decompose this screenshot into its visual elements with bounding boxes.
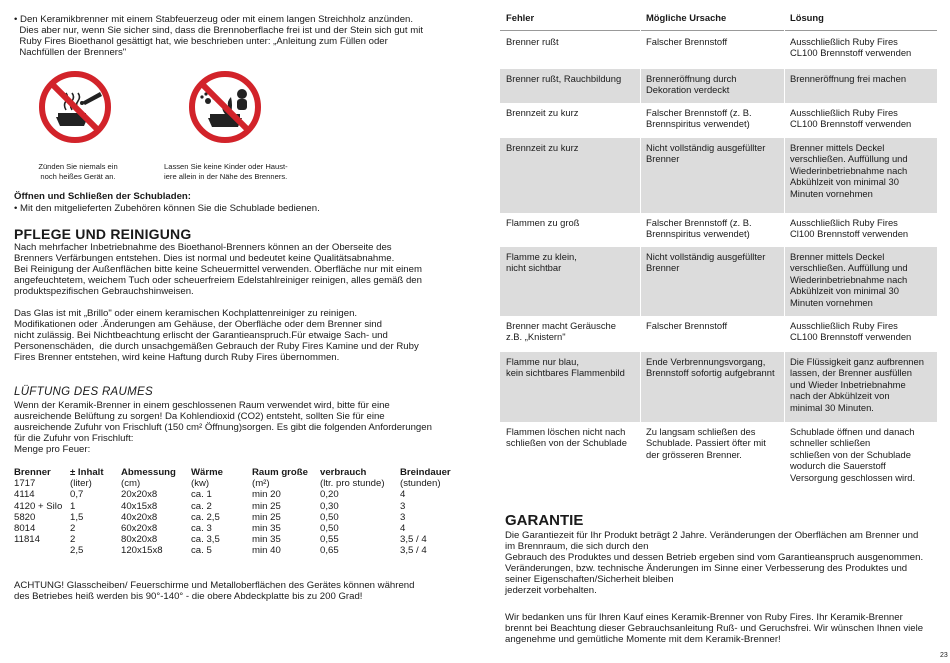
cell-fehler: Flammen zu groß: [506, 217, 580, 228]
spec-cell: ca. 5: [191, 545, 212, 557]
care-line: Brenners Verfärbungen entstehen. Dies ist normal und bedeutet keine Qualitätsabnahme.: [14, 253, 395, 264]
header-fehler: Fehler: [506, 12, 535, 23]
spec-cell: 3,5 / 4: [400, 534, 427, 546]
spec-cell: min 25: [252, 500, 281, 512]
drawer-text: • Mit den mitgelieferten Zubehören können Sie die Schublade bedienen.: [14, 203, 320, 214]
spec-cell: ca. 1: [191, 489, 212, 501]
spec-header: verbrauch: [320, 467, 367, 478]
attention-line: des Betriebes heiß werden bis 90°-140° - die obere Abdeckplatte bis zu 200 Grad!: [14, 591, 363, 602]
cell-fehler: Brenner rußt: [506, 36, 559, 47]
cell-loesung: Schublade öffnen und danach schneller schließen schließen von der Schublade wodurch die Sauerstoff Versorgung geschlossen wird.: [790, 426, 916, 483]
thanks-line: angenehme und gemütliche Momente mit dem Keramik-Brenner!: [505, 634, 781, 645]
spec-unit: (ltr. pro stunde): [320, 478, 385, 490]
spec-cell: 120x15x8: [121, 545, 163, 557]
spec-cell: 2,5: [70, 545, 84, 557]
thanks-line: Wir bedanken uns für Ihren Kauf eines Keramik-Brenner von Ruby Fires. Ihr Keramik-Brenner: [505, 612, 903, 623]
spec-cell: 3: [400, 500, 406, 512]
cell-fehler: Brenner macht Geräusche z.B. „Knistern": [506, 320, 616, 343]
glass-line: nicht zulässig. Bei Nichtbeachtung erlischt der Garantieanspruch.Für etwaige Sach- und: [14, 330, 388, 341]
table-row: [500, 422, 937, 498]
ventilation-heading: LÜFTUNG DES RAUMES: [14, 386, 153, 398]
vent-line: ausreichende Zufuhr von Frischluft (150 cm² Öffnung)sorgen. Es gibt die folgenden Anforderungen: [14, 422, 432, 433]
spec-cell: 4120 + Silo: [14, 500, 63, 512]
spec-cell: ca. 3,5: [191, 534, 220, 546]
cell-ursache: Zu langsam schließen des Schublade. Passiert öfter mit der grösseren Brenner.: [646, 426, 766, 460]
spec-unit: (cm): [121, 478, 141, 490]
spec-unit: (liter): [70, 478, 92, 490]
intro-line: Ruby Fires Bioethanol gesättigt hat, wie beschrieben unter: „Anleitung zum Füllen oder: [14, 36, 388, 47]
glass-line: Das Glas ist mit „Brillo" oder einem keramischen Kochplattenreiniger zu reinigen.: [14, 308, 358, 319]
header-ursache: Mögliche Ursache: [646, 12, 727, 23]
warranty-line: Veränderungen, bzw. technische Änderungen im Sinne einer Verbesserung des Produktes und: [505, 563, 908, 574]
cell-fehler: Flamme nur blau, kein sichtbares Flammenbild: [506, 356, 625, 379]
vent-line: für die Zufuhr von Frischluft:: [14, 433, 134, 444]
cell-ursache: Falscher Brennstoff (z. B. Brennspiritus verwendet): [646, 217, 752, 240]
care-line: Nach mehrfacher Inbetriebnahme des Bioethanol-Brenners können an der Oberseite des: [14, 242, 392, 253]
spec-unit: (stunden): [400, 478, 441, 490]
spec-header: Wärme: [191, 467, 223, 478]
spec-cell: min 35: [252, 523, 281, 535]
warranty-line: seiner Eigenschaften/Sicherheit bleiben: [505, 574, 674, 585]
spec-unit: (kw): [191, 478, 210, 490]
warranty-line: im Brennraum, die sich durch den: [505, 541, 649, 552]
intro-line: • Den Keramikbrenner mit einem Stabfeuerzeug oder mit einem langen Streichholz anzünden.: [14, 14, 414, 25]
column-divider: [640, 8, 641, 498]
warranty-line: Die Garantiezeit für Ihr Produkt beträgt 2 Jahre. Veränderungen der Oberflächen am Brenner und: [505, 530, 919, 541]
spec-cell: 4: [400, 523, 406, 535]
cell-ursache: Ende Verbrennungsvorgang, Brennstoff sofortig aufgebrannt: [646, 356, 775, 379]
cell-fehler: Flammen löschen nicht nach schließen von der Schublade: [506, 426, 627, 449]
table-row: [500, 69, 937, 103]
table-row: [500, 316, 937, 352]
header-loesung: Lösung: [790, 12, 824, 23]
care-line: produktspezifischen Gebrauchshinweisen.: [14, 286, 194, 297]
spec-cell: 1: [70, 500, 76, 512]
spec-cell: 0,7: [70, 489, 84, 501]
spec-cell: 0,50: [320, 511, 339, 523]
spec-cell: 0,65: [320, 545, 339, 557]
no-children-pets-icon: [188, 70, 262, 144]
spec-cell: 60x20x8: [121, 523, 158, 535]
care-line: angefeuchtetem, weichem Tuch oder scheuerfreiem Edelstahlreiniger reinigen, alles gemäß den: [14, 275, 422, 286]
spec-cell: ca. 3: [191, 523, 212, 535]
spec-cell: 4: [400, 489, 406, 501]
cell-ursache: Falscher Brennstoff (z. B. Brennspiritus verwendet): [646, 107, 752, 130]
drawer-heading: Öffnen und Schließen der Schubladen:: [14, 191, 191, 202]
intro-line: Nachfüllen der Brenners": [14, 47, 127, 58]
table-row: [500, 352, 937, 422]
vent-line: Menge pro Feuer:: [14, 444, 91, 455]
spec-cell: 2: [70, 523, 76, 535]
spec-header: Abmessung: [121, 467, 176, 478]
thanks-line: brennt bei Beachtung dieser Gebrauchsanleitung Ruß- und Geruchsfrei. Wir wünschen Ihnen viele: [505, 623, 924, 634]
glass-line: Personenschäden, die durch unsachgemäßen Gebrauch der Ruby Fires Kamine und der Ruby: [14, 341, 419, 352]
table-header-row: [500, 8, 937, 31]
warranty-line: Gebrauch des Produktes und dessen Betrieb ergeben sind vom Garantieanspruch ausgenommen.: [505, 552, 924, 563]
spec-cell: 4114: [14, 489, 35, 501]
spec-cell: 1717: [14, 478, 36, 490]
cell-ursache: Nicht vollständig ausgefüllter Brenner: [646, 142, 766, 165]
table-row: [500, 32, 937, 69]
warranty-line: jederzeit vorbehalten.: [505, 585, 597, 596]
column-divider: [784, 8, 785, 498]
spec-cell: 20x20x8: [121, 489, 158, 501]
cell-loesung: Brenner mittels Deckel verschließen. Auffüllung und Wiederinbetriebnahme nach Abkühlzeit von minimal 30 Minuten vornehmen: [790, 142, 908, 199]
cell-fehler: Flamme zu klein, nicht sichtbar: [506, 251, 577, 274]
warning1-caption: Zünden Sie niemals ein noch heißes Gerät an.: [38, 162, 118, 181]
spec-header: Raum große: [252, 467, 308, 478]
no-hot-ignition-icon: [38, 70, 112, 144]
cell-loesung: Brenneröffnung frei machen: [790, 73, 907, 84]
table-row: [500, 247, 937, 316]
spec-cell: 8014: [14, 523, 36, 535]
spec-cell: 1,5: [70, 511, 84, 523]
intro-line: Dies aber nur, wenn Sie sicher sind, dass die Brennoberflache frei ist und der Stein sich gut mit: [14, 25, 424, 36]
spec-cell: 11814: [14, 534, 40, 546]
warning2-caption: Lassen Sie keine Kinder oder Haust- iere allein in der Nähe des Brenners.: [164, 162, 288, 181]
spec-cell: 0,50: [320, 523, 339, 535]
cell-ursache: Falscher Brennstoff: [646, 320, 728, 331]
cell-ursache: Falscher Brennstoff: [646, 36, 728, 47]
cell-fehler: Brenner rußt, Rauchbildung: [506, 73, 622, 84]
spec-cell: 0,55: [320, 534, 339, 546]
spec-cell: min 25: [252, 511, 281, 523]
warranty-heading: GARANTIE: [505, 512, 584, 529]
glass-line: Fires Brenner entstehen, wird keine Haftung durch Ruby Fires übernommen.: [14, 352, 340, 363]
spec-cell: 40x20x8: [121, 511, 158, 523]
spec-cell: 0,30: [320, 500, 339, 512]
table-row: [500, 138, 937, 213]
spec-cell: 2: [70, 534, 76, 546]
care-heading: PFLEGE UND REINIGUNG: [14, 226, 192, 242]
spec-cell: 5820: [14, 511, 36, 523]
glass-line: Modifikationen oder .Änderungen am Gehäuse, der Oberfläche oder dem Brenner sind: [14, 319, 382, 330]
table-row: [500, 103, 937, 138]
spec-cell: min 40: [252, 545, 281, 557]
cell-loesung: Die Flüssigkeit ganz aufbrennen lassen, der Brenner ausfüllen und Wieder Inbetriebnahme nach der Abkühlzeit von minimal 30 Minuten.: [790, 356, 924, 413]
table-row: [500, 213, 937, 247]
cell-loesung: Ausschließlich Ruby Fires CL100 Brennstoff verwenden: [790, 107, 912, 130]
cell-ursache: Nicht vollständig ausgefüllter Brenner: [646, 251, 766, 274]
spec-cell: 3,5 / 4: [400, 545, 427, 557]
spec-cell: 3: [400, 511, 406, 523]
spec-unit: (m²): [252, 478, 270, 490]
cell-ursache: Brenneröffnung durch Dekoration verdeckt: [646, 73, 737, 96]
spec-header: Breindauer: [400, 467, 451, 478]
spec-header: Brenner: [14, 467, 51, 478]
spec-cell: ca. 2,5: [191, 511, 220, 523]
spec-cell: 80x20x8: [121, 534, 158, 546]
cell-fehler: Brennzeit zu kurz: [506, 142, 579, 153]
vent-line: ausreichende Belüftung zu sorgen! Da Kohlendioxid (CO2) entsteht, sollten Sie für eine: [14, 411, 385, 422]
cell-loesung: Brenner mittels Deckel verschließen. Auffüllung und Wiederinbetriebnahme nach Abkühlzeit von minimal 30 Minuten vornehmen: [790, 251, 908, 308]
spec-cell: ca. 2: [191, 500, 212, 512]
spec-cell: min 20: [252, 489, 281, 501]
vent-line: Wenn der Keramik-Brenner in einem geschlossenen Raum verwendet wird, bitte für eine: [14, 400, 390, 411]
page-number: 23: [940, 652, 948, 659]
attention-line: ACHTUNG! Glasscheiben/ Feuerschirme und Metalloberflächen des Gerätes können während: [14, 580, 415, 591]
care-line: Bei Reinigung der Außenflächen bitte keine Scheuermittel verwenden. Oberfläche nur mit einem: [14, 264, 422, 275]
spec-cell: 40x15x8: [121, 500, 158, 512]
spec-cell: min 35: [252, 534, 281, 546]
cell-loesung: Ausschließlich Ruby Fires Cl100 Brennstoff verwenden: [790, 217, 909, 240]
cell-loesung: Ausschließlich Ruby Fires CL100 Brennstoff verwenden: [790, 36, 912, 59]
spec-header: ± Inhalt: [70, 467, 104, 478]
cell-loesung: Ausschließlich Ruby Fires CL100 Brennstoff verwenden: [790, 320, 912, 343]
cell-fehler: Brennzeit zu kurz: [506, 107, 579, 118]
spec-cell: 0,20: [320, 489, 339, 501]
